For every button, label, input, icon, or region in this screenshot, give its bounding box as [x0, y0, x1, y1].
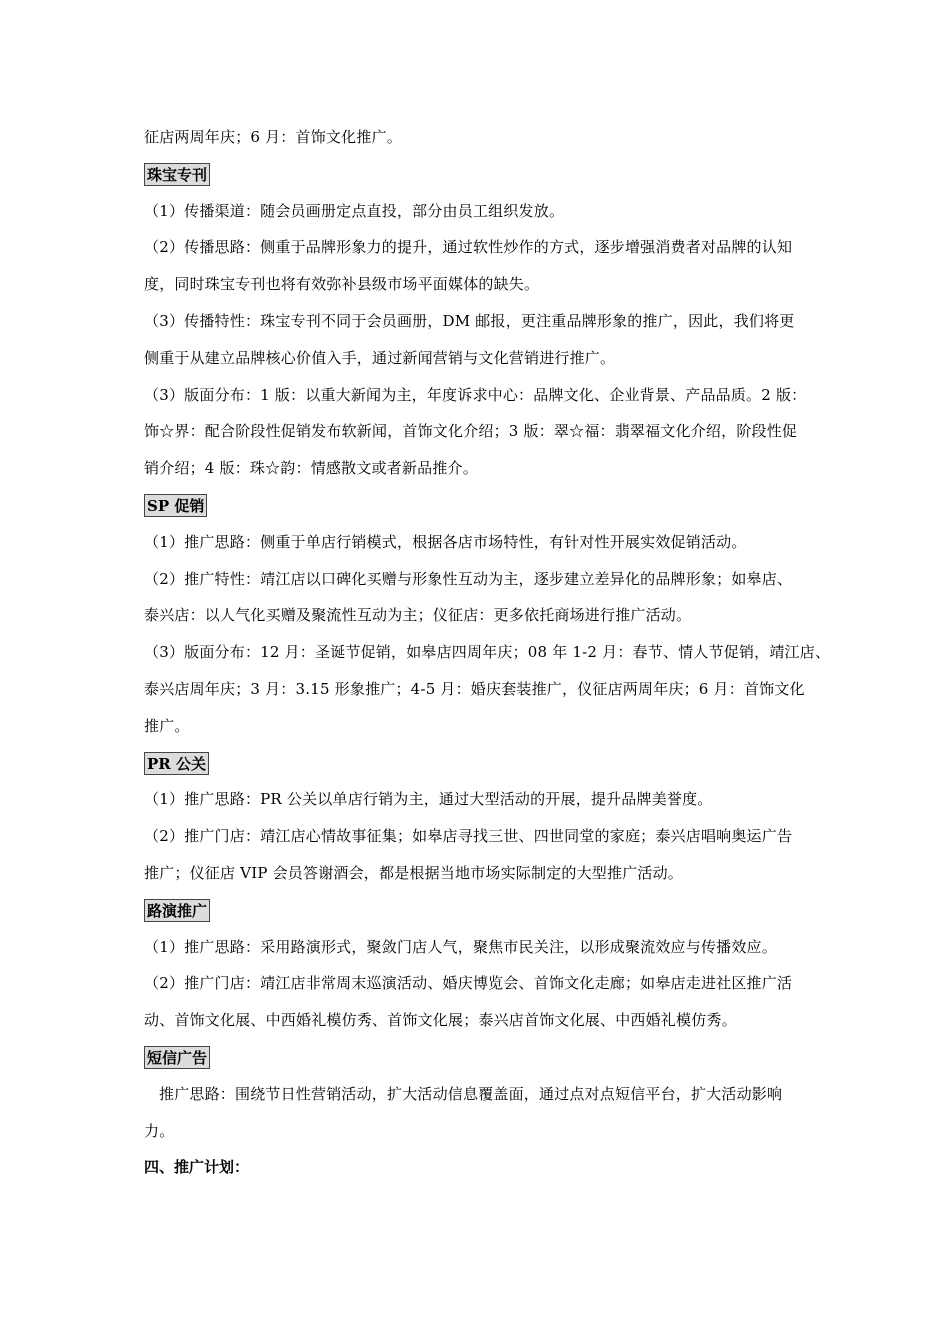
heading-roadshow-wrap: [144, 892, 866, 929]
heading-roadshow: 路演推广: [144, 899, 210, 922]
heading-sp-promotion-wrap: [144, 487, 866, 524]
text-line: 力。: [144, 1121, 175, 1140]
text-line: 动、首饰文化展、中西婚礼模仿秀、首饰文化展；泰兴店首饰文化展、中西婚礼模仿秀。: [144, 1011, 737, 1030]
document-body: [144, 119, 866, 1186]
heading-jewelry-magazine: 珠宝专刊: [144, 163, 210, 186]
text-line: 销介绍；4 版：珠☆韵：情感散文或者新品推介。: [144, 459, 478, 478]
section-title-promotion-plan: 四、推广计划：: [144, 1158, 250, 1177]
text-line: 泰兴店：以人气化买赠及聚流性互动为主；仪征店：更多依托商场进行推广活动。: [144, 606, 692, 625]
text-line: （1）传播渠道：随会员画册定点直投，部分由员工组织发放。: [144, 201, 565, 220]
text-line: 推广思路：围绕节日性营销活动，扩大活动信息覆盖面，通过点对点短信平台，扩大活动影响: [159, 1084, 783, 1103]
text-line: （3）传播特性：珠宝专刊不同于会员画册，DM 邮报，更注重品牌形象的推广，因此，我们将更: [144, 311, 795, 330]
text-line: （1）推广思路：侧重于单店行销模式，根据各店市场特性，有针对性开展实效促销活动。: [144, 532, 747, 551]
heading-sp-promotion: SP 促销: [144, 494, 207, 517]
heading-pr-wrap: [144, 745, 866, 782]
text-line: 饰☆界：配合阶段性促销发布软新闻，首饰文化介绍；3 版：翠☆福：翡翠福文化介绍，阶段性促: [144, 422, 798, 441]
heading-sms-wrap: [144, 1039, 866, 1076]
text-line: 侧重于从建立品牌核心价值入手，通过新闻营销与文化营销进行推广。: [144, 348, 616, 367]
text-line: 推广。: [144, 716, 190, 735]
heading-pr: PR 公关: [144, 752, 209, 775]
text-line: （1）推广思路：采用路演形式，聚敛门店人气，聚焦市民关注，以形成聚流效应与传播效应。: [144, 937, 777, 956]
text-line: （2）推广门店：靖江店心情故事征集；如皋店寻找三世、四世同堂的家庭；泰兴店唱响奥运广告: [144, 827, 793, 846]
text-line: （3）版面分布：12 月：圣诞节促销，如皋店四周年庆；08 年 1-2 月：春节、情人节促销，靖江店、: [144, 643, 831, 662]
text-line: 度，同时珠宝专刊也将有效弥补县级市场平面媒体的缺失。: [144, 275, 540, 294]
text-line: （1）推广思路：PR 公关以单店行销为主，通过大型活动的开展，提升品牌美誉度。: [144, 790, 713, 809]
heading-sms: 短信广告: [144, 1046, 210, 1069]
text-line: （2）推广门店：靖江店非常周末巡演活动、婚庆博览会、首饰文化走廊；如皋店走进社区推广活: [144, 974, 793, 993]
text-line: （2）传播思路：侧重于品牌形象力的提升，通过软性炒作的方式，逐步增强消费者对品牌的认知: [144, 238, 793, 257]
text-line: 推广；仪征店 VIP 会员答谢酒会，都是根据当地市场实际制定的大型推广活动。: [144, 863, 683, 882]
text-line: 泰兴店周年庆；3 月：3.15 形象推广；4-5 月：婚庆套装推广，仪征店两周年庆；6 月：首饰文化: [144, 679, 805, 698]
heading-jewelry-magazine-wrap: [144, 156, 866, 193]
text-line: （3）版面分布：1 版：以重大新闻为主，年度诉求中心：品牌文化、企业背景、产品品质。2 版：: [144, 385, 807, 404]
text-line: 征店两周年庆；6 月：首饰文化推广。: [144, 128, 402, 146]
text-line: （2）推广特性：靖江店以口碑化买赠与形象性互动为主，逐步建立差异化的品牌形象；如皋店、: [144, 569, 793, 588]
